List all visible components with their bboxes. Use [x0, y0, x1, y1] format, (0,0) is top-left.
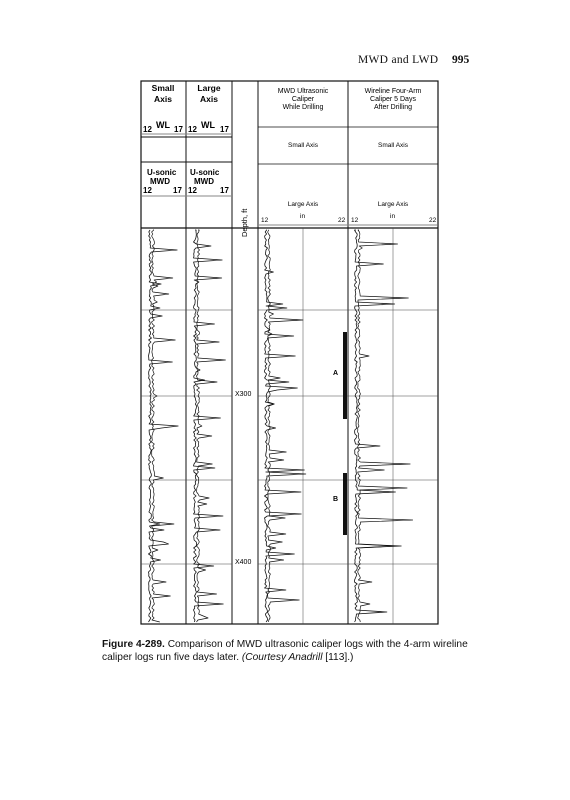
track1-wl-name: WL — [156, 120, 170, 130]
track3-title-line3: While Drilling — [282, 104, 324, 111]
caption-text: Comparison of MWD ultrasonic caliper logs with the 4-arm wireline caliper logs run five days later. — [102, 639, 468, 663]
track3-scale-right: 22 — [338, 217, 346, 224]
track3-mwd-large-curve — [268, 230, 304, 622]
zone-a-bar — [343, 332, 347, 419]
track1-usonic-left: 12 — [143, 186, 152, 195]
track2-wl-name: WL — [201, 120, 215, 130]
track4-title-line3: After Drilling — [373, 104, 413, 111]
depth-marker-x400: X400 — [235, 559, 252, 566]
page-number: 995 — [452, 54, 470, 66]
track1-title-line1: Small — [151, 83, 175, 93]
track4-wireline-small-curve — [355, 230, 396, 622]
page-header — [0, 54, 570, 70]
track4-title-line1: Wireline Four-Arm — [364, 88, 422, 95]
track3-scale-unit: in — [300, 213, 306, 220]
track2-usonic-line1: U-sonic — [190, 168, 220, 177]
track3-title-line2: Caliper — [291, 96, 315, 103]
running-title: MWD and LWD — [358, 54, 439, 66]
track2-usonic-left: 12 — [188, 186, 197, 195]
track2-title-line2: Axis — [200, 94, 218, 104]
track4-wireline-large-curve — [358, 230, 413, 622]
caption-courtesy: (Courtesy Anadrill — [241, 652, 323, 663]
zone-b-label: B — [333, 496, 339, 503]
caliper-log-figure — [140, 80, 440, 626]
track4-small-axis: Small Axis — [378, 142, 408, 149]
track2-usonic-curve — [197, 230, 226, 622]
track1-usonic-curve — [152, 230, 176, 622]
track3-large-axis: Large Axis — [287, 201, 319, 208]
track2-wl-right: 17 — [220, 125, 229, 134]
track2-wl-left: 12 — [188, 125, 197, 134]
track3-small-axis: Small Axis — [288, 142, 318, 149]
track2-usonic-right: 17 — [220, 186, 229, 195]
track4-scale-unit: in — [390, 213, 396, 220]
track2-usonic-line2: MWD — [194, 177, 214, 186]
caption-figure-label: Figure 4-289. — [102, 639, 165, 650]
depth-marker-x300: X300 — [235, 391, 252, 398]
track1-title-line2: Axis — [154, 94, 172, 104]
zone-b-bar — [343, 473, 347, 535]
depth-axis-label: Depth, ft — [240, 208, 249, 237]
track3-scale-left: 12 — [261, 217, 269, 224]
track4-scale-right: 22 — [429, 217, 437, 224]
track3-title-line1: MWD Ultrasonic — [277, 88, 329, 95]
track1-usonic-right: 17 — [173, 186, 182, 195]
track1-usonic-line2: MWD — [150, 177, 170, 186]
track1-wl-right: 17 — [174, 125, 183, 134]
track1-usonic-line1: U-sonic — [147, 168, 177, 177]
track4-title-line2: Caliper 5 Days — [370, 96, 416, 103]
track2-title-line1: Large — [197, 83, 221, 93]
track3-mwd-small-curve — [265, 230, 306, 622]
caption-ref: [113].) — [322, 652, 354, 663]
track1-wl-left: 12 — [143, 125, 152, 134]
zone-a-label: A — [333, 370, 339, 377]
track4-scale-left: 12 — [351, 217, 359, 224]
figure-caption — [102, 638, 482, 664]
track4-large-axis: Large Axis — [377, 201, 409, 208]
